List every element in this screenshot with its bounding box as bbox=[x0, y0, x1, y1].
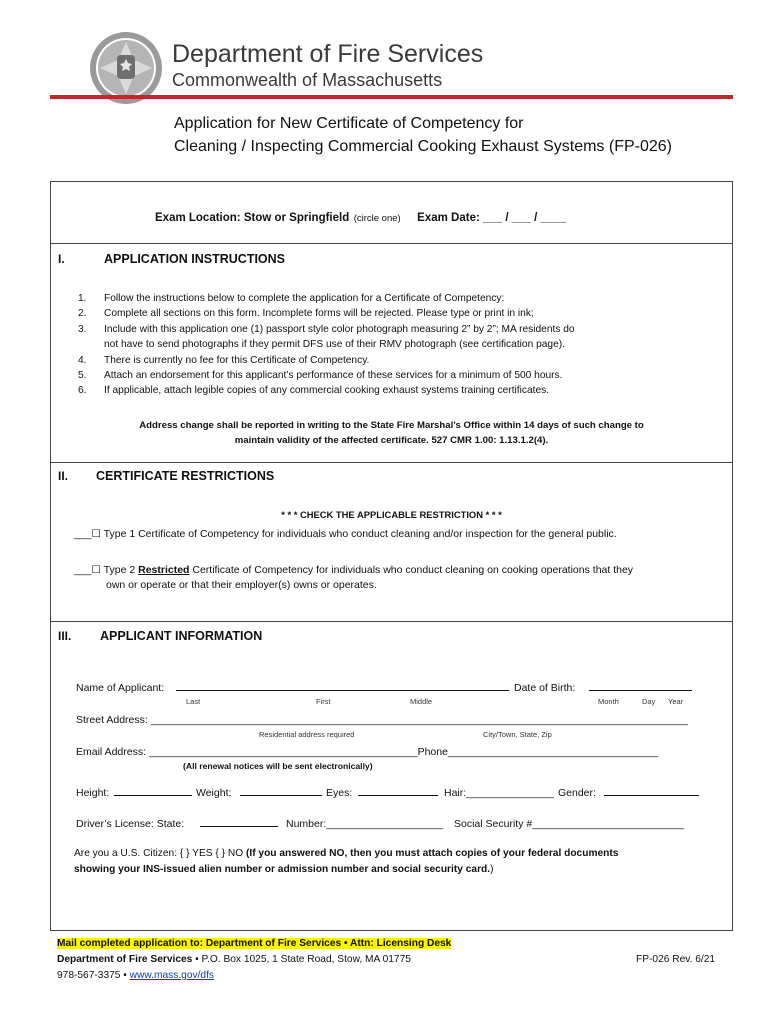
type2-option[interactable]: ___☐ Type 2 Restricted Certificate of Competency for individuals who conduct cleaning on cooking operations that they own or operate or that their employer(s) owns or operates. bbox=[74, 564, 634, 591]
form-title-line2: Cleaning / Inspecting Commercial Cooking Exhaust Systems (FP-026) bbox=[174, 138, 672, 155]
section-number: I. bbox=[58, 252, 65, 266]
divider bbox=[50, 462, 733, 463]
list-item: 6. If applicable, attach legible copies of any commercial cooking exhaust systems training certificates. bbox=[78, 385, 550, 397]
weight-input[interactable] bbox=[240, 786, 322, 796]
ssn-field[interactable]: Social Security #__________________________ bbox=[454, 818, 685, 830]
eyes-input[interactable] bbox=[358, 786, 438, 796]
address-change-notice: Address change shall be reported in writing to the State Fire Marshal’s Office within 14 days of such change to maintain validity of the affected certificate. 527 CMR 1.00: 1.13.1.2(4). bbox=[139, 420, 644, 446]
hint-year: Year bbox=[668, 697, 684, 706]
hair-field[interactable]: Hair:_______________ bbox=[444, 787, 554, 799]
restricted-word: Restricted bbox=[138, 564, 190, 576]
hint-middle: Middle bbox=[410, 697, 433, 706]
check-instruction: * * * CHECK THE APPLICABLE RESTRICTION * * * bbox=[281, 509, 502, 520]
list-item: 1. Follow the instructions below to complete the application for a Certificate of Competency: bbox=[78, 293, 505, 304]
type1-checkbox[interactable]: ___☐ bbox=[74, 528, 101, 540]
hint-city: City/Town, State, Zip bbox=[483, 730, 552, 739]
hint-month: Month bbox=[598, 697, 619, 706]
license-state-label: Driver’s License: State: bbox=[76, 818, 185, 830]
dob-label: Date of Birth: bbox=[514, 682, 576, 694]
license-number-field[interactable]: Number:____________________ bbox=[286, 818, 444, 830]
hint-last: Last bbox=[186, 697, 201, 706]
mail-instructions: Mail completed application to: Department of Fire Services • Attn: Licensing Desk bbox=[57, 938, 452, 949]
section-title: APPLICATION INSTRUCTIONS bbox=[104, 252, 286, 266]
contact-line: 978-567-3375 • www.mass.gov/dfs bbox=[57, 970, 215, 981]
email-note: (All renewal notices will be sent electronically) bbox=[183, 761, 373, 771]
eyes-label: Eyes: bbox=[326, 787, 353, 799]
email-phone-field[interactable]: Email Address: ______________________________________________Phone____________________________________ bbox=[76, 746, 659, 758]
form-title-line1: Application for New Certificate of Competency for bbox=[174, 115, 524, 132]
department-subtitle: Commonwealth of Massachusetts bbox=[172, 70, 443, 90]
section-title: CERTIFICATE RESTRICTIONS bbox=[96, 469, 275, 483]
height-label: Height: bbox=[76, 787, 110, 799]
divider bbox=[50, 621, 733, 622]
list-item: 5. Attach an endorsement for this applicant’s performance of these services for a minimum of 500 hours. bbox=[78, 370, 563, 382]
dfs-website-link[interactable]: www.mass.gov/dfs bbox=[129, 970, 215, 981]
list-item: not have to send photographs if they permit DFS use of their RMV photograph (see certification page). bbox=[104, 339, 565, 351]
applicant-name-label: Name of Applicant: bbox=[76, 682, 165, 694]
license-state-input[interactable] bbox=[200, 817, 278, 827]
street-address-field[interactable]: Street Address: ____________________________________________________________________________________________ bbox=[76, 714, 688, 726]
list-item: 4. There is currently no fee for this Certificate of Competency. bbox=[78, 354, 370, 366]
exam-row bbox=[155, 208, 566, 226]
applicant-name-input[interactable] bbox=[176, 681, 509, 691]
weight-label: Weight: bbox=[196, 787, 232, 799]
citizenship-question: Are you a U.S. Citizen: { } YES { } NO (If you answered NO, then you must attach copies of your federal documents showing your INS-issued alien number or admission number and social security card.) bbox=[74, 848, 619, 875]
type2-checkbox[interactable]: ___☐ bbox=[74, 564, 101, 576]
form-revision: FP-026 Rev. 6/21 bbox=[636, 954, 716, 965]
header-divider bbox=[50, 95, 733, 99]
department-title: Department of Fire Services bbox=[172, 40, 484, 68]
list-item: 3. Include with this application one (1) passport style color photograph measuring 2” by 2”; MA residents do bbox=[78, 323, 575, 335]
type1-label: Type 1 Certificate of Competency for individuals who conduct cleaning and/or inspection for the general public. bbox=[100, 528, 617, 540]
divider bbox=[50, 243, 733, 244]
section-number: III. bbox=[58, 629, 72, 643]
list-item: 2. Complete all sections on this form. Incomplete forms will be rejected. Please type or print in ink; bbox=[78, 308, 534, 320]
hint-day: Day bbox=[642, 697, 656, 706]
section-number: II. bbox=[58, 469, 69, 483]
instructions-list bbox=[78, 291, 575, 399]
circle-one-note: (circle one) bbox=[353, 213, 401, 224]
hint-residential: Residential address required bbox=[259, 730, 355, 739]
height-input[interactable] bbox=[114, 786, 192, 796]
hint-first: First bbox=[316, 697, 331, 706]
dob-input[interactable] bbox=[589, 681, 692, 691]
type1-option[interactable] bbox=[74, 528, 617, 540]
mailing-address: Department of Fire Services • P.O. Box 1025, 1 State Road, Stow, MA 01775 bbox=[57, 954, 411, 965]
gender-label: Gender: bbox=[558, 787, 596, 799]
section-title: APPLICANT INFORMATION bbox=[100, 629, 263, 643]
exam-date-field[interactable]: Exam Date: ___ / ___ / ____ bbox=[417, 212, 567, 224]
exam-location-label: Exam Location: Stow or Springfield bbox=[155, 212, 350, 224]
gender-input[interactable] bbox=[604, 786, 699, 796]
citizenship-options[interactable]: Are you a U.S. Citizen: { } YES { } NO bbox=[74, 848, 246, 859]
